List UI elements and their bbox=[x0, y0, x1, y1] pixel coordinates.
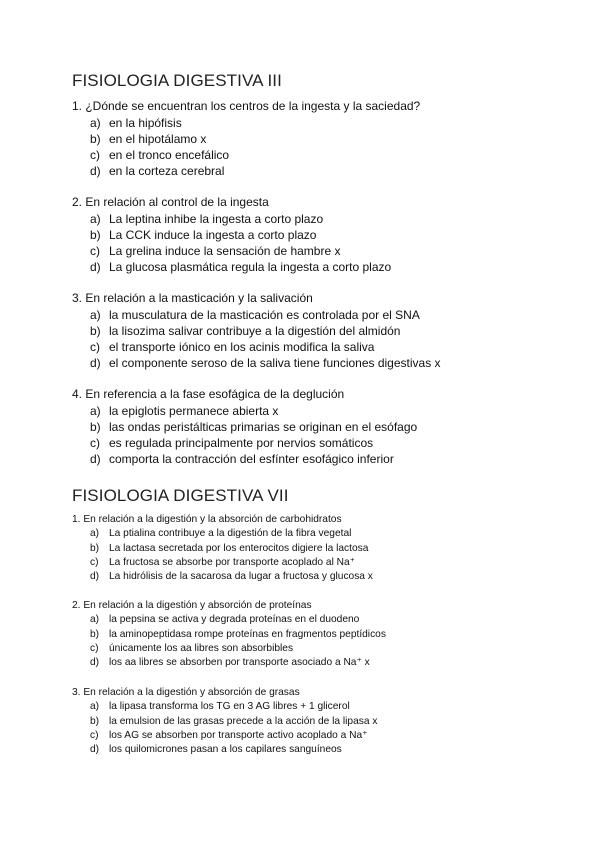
question-text: 3. En relación a la digestión y absorción de grasas bbox=[72, 687, 300, 698]
question-text: 1. En relación a la digestión y la absorción de carbohidratos bbox=[72, 514, 342, 525]
section-title: FISIOLOGIA DIGESTIVA III bbox=[72, 71, 282, 90]
answer-option: b) La lactasa secretada por los enterocitos digiere la lactosa bbox=[90, 542, 369, 554]
answer-option: b) en el hipotálamo x bbox=[90, 131, 207, 146]
question-block bbox=[72, 194, 391, 275]
answer-option: c) el transporte iónico en los acinis modifica la saliva bbox=[90, 339, 375, 354]
question-block bbox=[72, 599, 386, 670]
answer-option: b) las ondas peristálticas primarias se originan en el esófago bbox=[90, 419, 418, 434]
answer-option: a) en la hipófisis bbox=[90, 115, 182, 130]
answer-option: a) La ptialina contribuye a la digestión de la fibra vegetal bbox=[90, 528, 352, 540]
answer-option: a) la epiglotis permanece abierta x bbox=[90, 403, 279, 418]
answer-option: a) la pepsina se activa y degrada proteínas en el duodeno bbox=[90, 614, 360, 626]
answer-option: c) únicamente los aa libres son absorbibles bbox=[90, 642, 294, 654]
question-block bbox=[72, 290, 441, 371]
question-block bbox=[72, 386, 417, 467]
answer-option: d) La hidrólisis de la sacarosa da lugar a fructosa y glucosa x bbox=[90, 571, 373, 583]
question-block bbox=[72, 98, 420, 179]
question-text: 3. En relación a la masticación y la salivación bbox=[72, 291, 313, 305]
question-text: 4. En referencia a la fase esofágica de la deglución bbox=[72, 387, 345, 401]
answer-option: b) la aminopeptidasa rompe proteínas en fragmentos peptídicos bbox=[90, 628, 386, 640]
answer-option: c) en el tronco encefálico bbox=[90, 147, 230, 162]
answer-option: d) los aa libres se absorben por transporte asociado a Na⁺ x bbox=[90, 657, 370, 669]
answer-option: d) el componente seroso de la saliva tiene funciones digestivas x bbox=[90, 356, 441, 371]
question-block bbox=[72, 513, 373, 584]
answer-option: a) la musculatura de la masticación es controlada por el SNA bbox=[90, 307, 420, 322]
question-text: 1. ¿Dónde se encuentran los centros de la ingesta y la saciedad? bbox=[72, 99, 421, 113]
section-title: FISIOLOGIA DIGESTIVA VII bbox=[72, 486, 289, 505]
question-block bbox=[72, 686, 377, 757]
question-text: 2. En relación a la digestión y absorción de proteínas bbox=[72, 600, 312, 611]
question-text: 2. En relación al control de la ingesta bbox=[72, 195, 269, 209]
answer-option: d) comporta la contracción del esfínter esofágico inferior bbox=[90, 452, 394, 467]
answer-option: b) la emulsion de las grasas precede a la acción de la lipasa x bbox=[90, 715, 378, 727]
answer-option: b) la lisozima salivar contribuye a la digestión del almidón bbox=[90, 323, 401, 338]
answer-option: c) es regulada principalmente por nervios somáticos bbox=[90, 435, 374, 450]
answer-option: a) la lipasa transforma los TG en 3 AG libres + 1 glicerol bbox=[90, 701, 350, 713]
answer-option: c) los AG se absorben por transporte activo acoplado a Na⁺ bbox=[90, 729, 368, 741]
answer-option: c) La grelina induce la sensación de hambre x bbox=[90, 243, 341, 258]
answer-option: c) La fructosa se absorbe por transporte acoplado al Na⁺ bbox=[90, 556, 356, 568]
answer-option: d) en la corteza cerebral bbox=[90, 164, 225, 179]
answer-option: d) La glucosa plasmática regula la ingesta a corto plazo bbox=[90, 260, 392, 275]
answer-option: a) La leptina inhibe la ingesta a corto plazo bbox=[90, 211, 324, 226]
answer-option: d) los quilomicrones pasan a los capilares sanguíneos bbox=[90, 744, 342, 756]
answer-option: b) La CCK induce la ingesta a corto plazo bbox=[90, 227, 317, 242]
